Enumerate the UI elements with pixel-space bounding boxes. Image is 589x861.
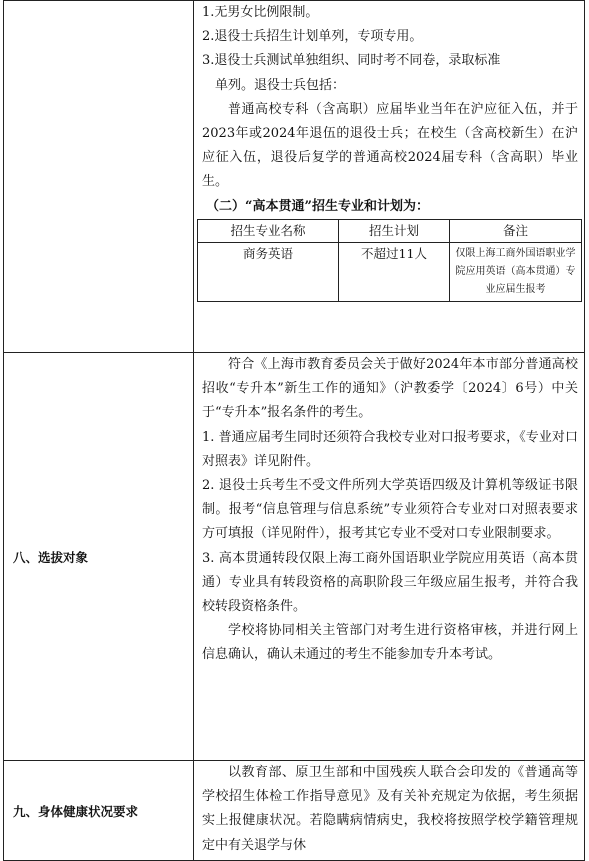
rule-line-2: 2.退役士兵招生计划单列，专项专用。 xyxy=(202,29,423,45)
section-eight-row xyxy=(4,353,585,761)
plan-table xyxy=(197,219,582,302)
section-nine-label-cell xyxy=(4,761,194,861)
header-quota: 招生计划 xyxy=(339,219,450,242)
eligibility-intro: 符合《上海市教育委员会关于做好2024年本市部分普通高校招收“专升本”新生工作的通知》（沪教委学〔2024〕6号）中关于“专升本”报名条件的考生。 xyxy=(202,357,578,421)
gaoben-subheading: （二）“高本贯通”招生专业和计划为： xyxy=(206,198,429,214)
section-seven-row xyxy=(4,1,585,353)
eligibility-item-2: 2. 退役士兵考生不受文件所列大学英语四级及计算机等级证书限制。报考“信息管理与信息系统”专业须符合专业对口对照表要求方可填报（详见附件），报考其它专业不受对口专业限制要求。 xyxy=(202,478,578,542)
section-eight-label: 八、选拔对象 xyxy=(13,549,89,565)
section-seven-content xyxy=(194,1,585,353)
admission-rules-table xyxy=(3,0,585,861)
cell-quota: 不超过11人 xyxy=(339,242,450,301)
header-major: 招生专业名称 xyxy=(198,219,339,242)
cell-major: 商务英语 xyxy=(198,242,339,301)
section-nine-content xyxy=(194,761,585,861)
section-nine-label: 九、身体健康状况要求 xyxy=(13,803,139,819)
eligibility-item-1: 1. 普通应届考生同时还须符合我校专业对口报考要求，《专业对口对照表》详见附件。 xyxy=(202,429,578,469)
health-requirement-text: 以教育部、原卫生部和中国残疾人联合会印发的《普通高等学校招生体检工作指导意见》及有关补充规定为依据，考生须据实上报健康状况。若隐瞒病情病史，我校将按照学校学籍管理规定中有关退学与休 xyxy=(202,765,578,853)
section-eight-content xyxy=(194,353,585,761)
plan-table-row xyxy=(198,242,582,301)
section-eight-label-cell xyxy=(4,353,194,761)
cell-note: 仅限上海工商外国语职业学院应用英语（高本贯通）专业应届生报考 xyxy=(450,242,582,301)
eligibility-review-note: 学校将协同相关主管部门对考生进行资格审核，并进行网上信息确认，确认未通过的考生不能参加专升本考试。 xyxy=(202,623,578,663)
rule-line-3-cont: 单列。退役士兵包括： xyxy=(215,77,346,93)
section-nine-row xyxy=(4,761,585,861)
veteran-definition: 普通高校专科（含高职）应届毕业当年在沪应征入伍，并于2023年或2024年退伍的退役士兵；在校生（含高校新生）在沪应征入伍，退役后复学的普通高校2024届专科（含高职）毕业生。 xyxy=(202,101,578,190)
rule-line-3: 3.退役士兵测试单独组织、同时考不同卷，录取标准 xyxy=(202,53,501,69)
plan-table-header xyxy=(198,219,582,242)
rule-line-1: 1.无男女比例限制。 xyxy=(202,5,319,20)
section-seven-label-cell xyxy=(4,1,194,353)
eligibility-item-3: 3. 高本贯通转段仅限上海工商外国语职业学院应用英语（高本贯通）专业具有转段资格的高职阶段三年级应届生报考，并符合我校转段资格条件。 xyxy=(202,550,578,615)
header-note: 备注 xyxy=(450,219,582,242)
